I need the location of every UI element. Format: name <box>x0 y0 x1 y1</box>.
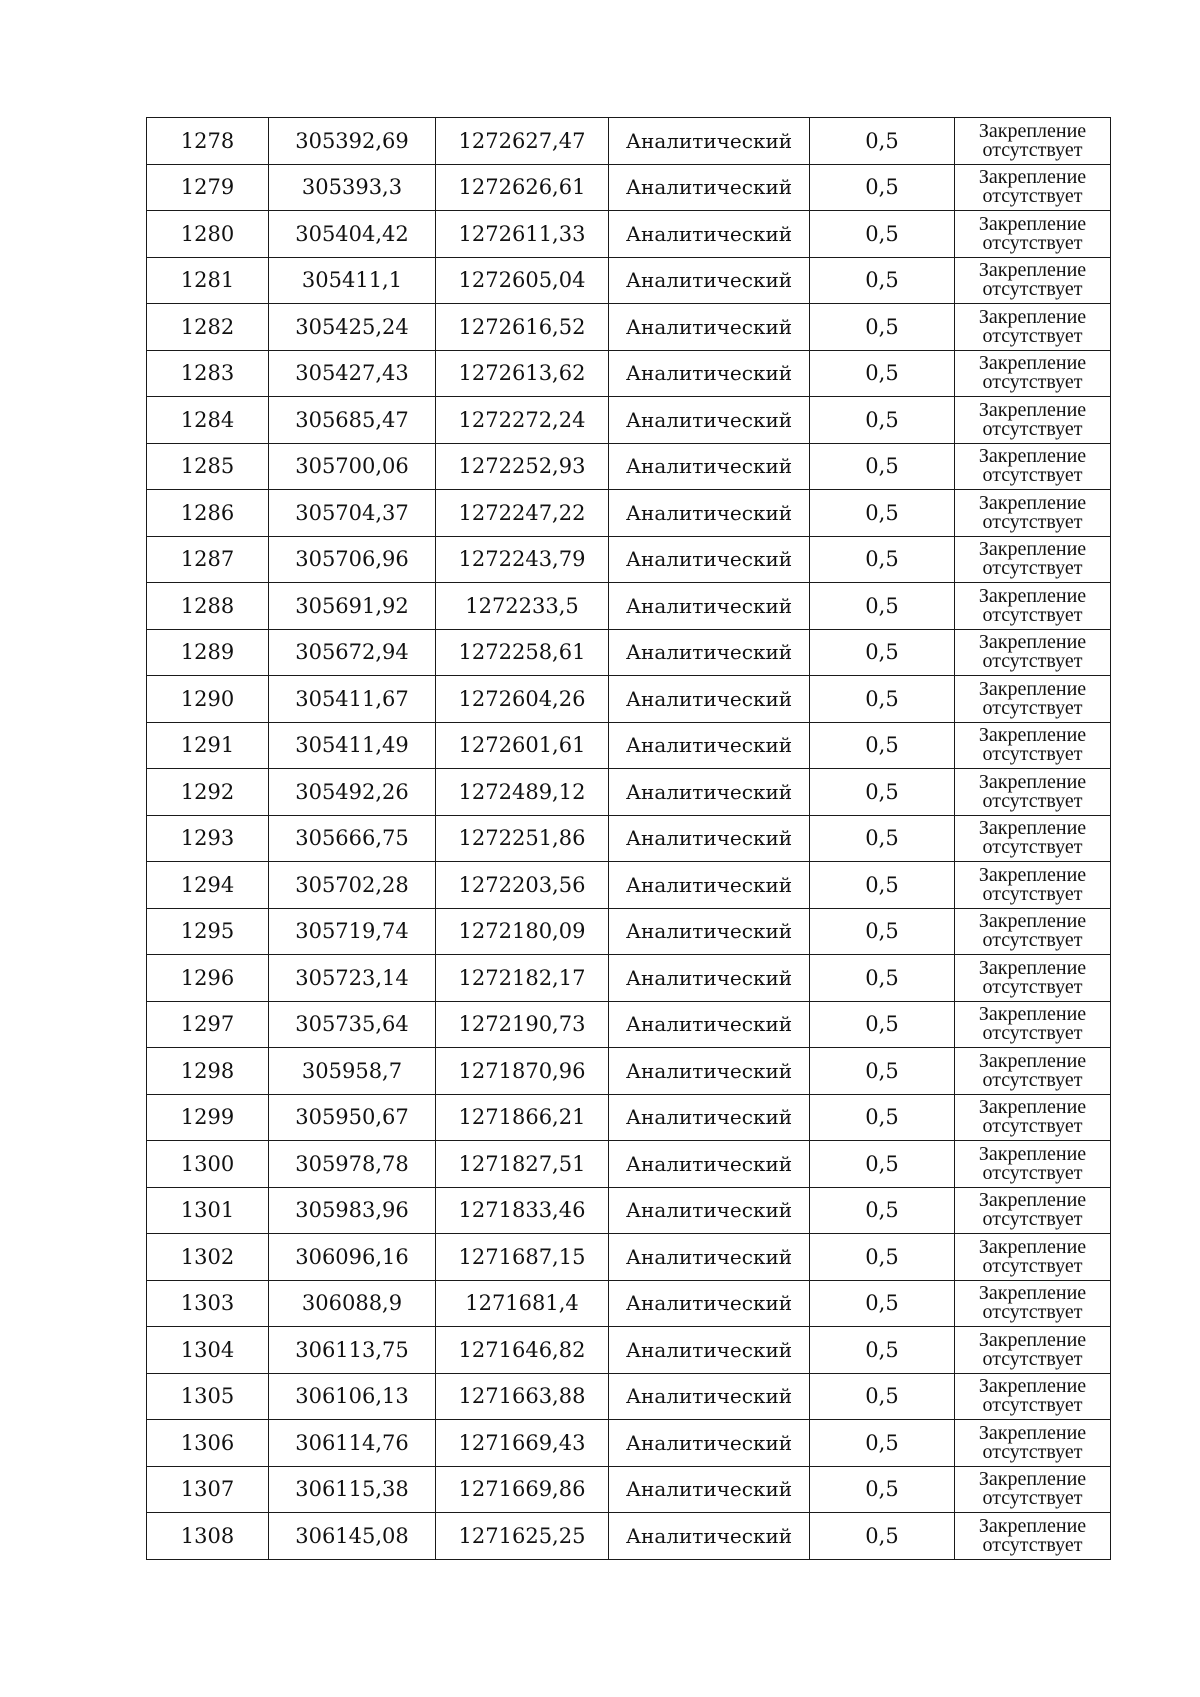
table-row <box>147 443 1111 490</box>
table-row <box>147 769 1111 816</box>
y-coordinate-cell: 1272627,47 <box>436 118 609 165</box>
method-cell: Аналитический <box>609 629 810 676</box>
fixing-description-cell <box>955 1141 1111 1188</box>
point-number-cell: 1286 <box>147 490 269 537</box>
table-row <box>147 1234 1111 1281</box>
x-coordinate-cell: 305411,1 <box>269 257 436 304</box>
x-coordinate-cell: 306115,38 <box>269 1466 436 1513</box>
fixing-description-cell <box>955 676 1111 723</box>
fixing-description-line: отсутствует <box>982 278 1083 301</box>
x-coordinate-cell: 305702,28 <box>269 862 436 909</box>
fixing-description-line: Закрепление <box>978 166 1087 189</box>
point-number-cell: 1295 <box>147 908 269 955</box>
accuracy-cell: 0,5 <box>810 211 955 258</box>
method-cell: Аналитический <box>609 722 810 769</box>
method-cell: Аналитический <box>609 490 810 537</box>
fixing-description-cell <box>955 1001 1111 1048</box>
method-cell: Аналитический <box>609 1513 810 1560</box>
y-coordinate-cell: 1271833,46 <box>436 1187 609 1234</box>
x-coordinate-cell: 305666,75 <box>269 815 436 862</box>
fixing-description-line: отсутствует <box>982 1533 1083 1556</box>
x-coordinate-cell: 305427,43 <box>269 350 436 397</box>
x-coordinate-cell: 305735,64 <box>269 1001 436 1048</box>
method-cell: Аналитический <box>609 815 810 862</box>
point-number-cell: 1278 <box>147 118 269 165</box>
y-coordinate-cell: 1271625,25 <box>436 1513 609 1560</box>
method-cell: Аналитический <box>609 769 810 816</box>
fixing-description-line: Закрепление <box>978 1003 1087 1026</box>
y-coordinate-cell: 1272182,17 <box>436 955 609 1002</box>
accuracy-cell: 0,5 <box>810 676 955 723</box>
accuracy-cell: 0,5 <box>810 443 955 490</box>
fixing-description-line: отсутствует <box>982 1068 1083 1091</box>
fixing-description-line: Закрепление <box>978 1282 1087 1305</box>
accuracy-cell: 0,5 <box>810 1327 955 1374</box>
fixing-description-line: Закрепление <box>978 1096 1087 1119</box>
x-coordinate-cell: 305706,96 <box>269 536 436 583</box>
table-row <box>147 1466 1111 1513</box>
fixing-description-line: Закрепление <box>978 1468 1087 1491</box>
x-coordinate-cell: 305393,3 <box>269 164 436 211</box>
point-number-cell: 1285 <box>147 443 269 490</box>
method-cell: Аналитический <box>609 1420 810 1467</box>
fixing-description-line: Закрепление <box>978 956 1087 979</box>
table-row <box>147 397 1111 444</box>
table-row <box>147 908 1111 955</box>
fixing-description-line: Закрепление <box>978 910 1087 933</box>
x-coordinate-cell: 305983,96 <box>269 1187 436 1234</box>
y-coordinate-cell: 1271681,4 <box>436 1280 609 1327</box>
y-coordinate-cell: 1272489,12 <box>436 769 609 816</box>
method-cell: Аналитический <box>609 1141 810 1188</box>
table-row <box>147 257 1111 304</box>
fixing-description-line: Закрепление <box>978 584 1087 607</box>
fixing-description-line: отсутствует <box>982 417 1083 440</box>
method-cell: Аналитический <box>609 164 810 211</box>
fixing-description-cell <box>955 1373 1111 1420</box>
accuracy-cell: 0,5 <box>810 118 955 165</box>
point-number-cell: 1307 <box>147 1466 269 1513</box>
x-coordinate-cell: 305411,67 <box>269 676 436 723</box>
accuracy-cell: 0,5 <box>810 1094 955 1141</box>
x-coordinate-cell: 306106,13 <box>269 1373 436 1420</box>
fixing-description-line: отсутствует <box>982 836 1083 859</box>
accuracy-cell: 0,5 <box>810 722 955 769</box>
x-coordinate-cell: 305425,24 <box>269 304 436 351</box>
x-coordinate-cell: 305392,69 <box>269 118 436 165</box>
table-row <box>147 1280 1111 1327</box>
accuracy-cell: 0,5 <box>810 164 955 211</box>
fixing-description-cell <box>955 769 1111 816</box>
fixing-description-cell <box>955 1048 1111 1095</box>
table-row <box>147 1373 1111 1420</box>
fixing-description-line: отсутствует <box>982 1347 1083 1370</box>
y-coordinate-cell: 1272605,04 <box>436 257 609 304</box>
accuracy-cell: 0,5 <box>810 257 955 304</box>
method-cell: Аналитический <box>609 862 810 909</box>
method-cell: Аналитический <box>609 211 810 258</box>
point-number-cell: 1308 <box>147 1513 269 1560</box>
fixing-description-line: Закрепление <box>978 677 1087 700</box>
fixing-description-line: отсутствует <box>982 1440 1083 1463</box>
method-cell: Аналитический <box>609 676 810 723</box>
fixing-description-cell <box>955 118 1111 165</box>
x-coordinate-cell: 306114,76 <box>269 1420 436 1467</box>
accuracy-cell: 0,5 <box>810 815 955 862</box>
fixing-description-line: отсутствует <box>982 696 1083 719</box>
fixing-description-line: Закрепление <box>978 863 1087 886</box>
fixing-description-line: отсутствует <box>982 1301 1083 1324</box>
fixing-description-line: отсутствует <box>982 1208 1083 1231</box>
accuracy-cell: 0,5 <box>810 583 955 630</box>
point-number-cell: 1282 <box>147 304 269 351</box>
accuracy-cell: 0,5 <box>810 490 955 537</box>
accuracy-cell: 0,5 <box>810 955 955 1002</box>
fixing-description-cell <box>955 1420 1111 1467</box>
fixing-description-line: отсутствует <box>982 185 1083 208</box>
y-coordinate-cell: 1271827,51 <box>436 1141 609 1188</box>
y-coordinate-cell: 1272272,24 <box>436 397 609 444</box>
method-cell: Аналитический <box>609 1187 810 1234</box>
fixing-description-line: Закрепление <box>978 724 1087 747</box>
x-coordinate-cell: 306145,08 <box>269 1513 436 1560</box>
y-coordinate-cell: 1271669,43 <box>436 1420 609 1467</box>
table-row <box>147 1513 1111 1560</box>
y-coordinate-cell: 1272233,5 <box>436 583 609 630</box>
fixing-description-line: Закрепление <box>978 491 1087 514</box>
fixing-description-line: Закрепление <box>978 212 1087 235</box>
y-coordinate-cell: 1271870,96 <box>436 1048 609 1095</box>
y-coordinate-cell: 1272203,56 <box>436 862 609 909</box>
y-coordinate-cell: 1272243,79 <box>436 536 609 583</box>
fixing-description-cell <box>955 443 1111 490</box>
method-cell: Аналитический <box>609 1280 810 1327</box>
table-row <box>147 211 1111 258</box>
fixing-description-cell <box>955 862 1111 909</box>
fixing-description-cell <box>955 304 1111 351</box>
method-cell: Аналитический <box>609 583 810 630</box>
method-cell: Аналитический <box>609 350 810 397</box>
fixing-description-cell <box>955 397 1111 444</box>
table-row <box>147 583 1111 630</box>
y-coordinate-cell: 1271663,88 <box>436 1373 609 1420</box>
table-row <box>147 490 1111 537</box>
y-coordinate-cell: 1272252,93 <box>436 443 609 490</box>
fixing-description-line: отсутствует <box>982 882 1083 905</box>
table-row <box>147 1048 1111 1095</box>
accuracy-cell: 0,5 <box>810 1466 955 1513</box>
fixing-description-line: отсутствует <box>982 231 1083 254</box>
method-cell: Аналитический <box>609 1001 810 1048</box>
fixing-description-cell <box>955 164 1111 211</box>
fixing-description-line: Закрепление <box>978 1328 1087 1351</box>
point-number-cell: 1280 <box>147 211 269 258</box>
accuracy-cell: 0,5 <box>810 1048 955 1095</box>
x-coordinate-cell: 305700,06 <box>269 443 436 490</box>
table-row <box>147 536 1111 583</box>
fixing-description-line: отсутствует <box>982 138 1083 161</box>
fixing-description-line: Закрепление <box>978 1421 1087 1444</box>
fixing-description-cell <box>955 257 1111 304</box>
accuracy-cell: 0,5 <box>810 629 955 676</box>
fixing-description-cell <box>955 536 1111 583</box>
accuracy-cell: 0,5 <box>810 350 955 397</box>
method-cell: Аналитический <box>609 1466 810 1513</box>
method-cell: Аналитический <box>609 304 810 351</box>
point-number-cell: 1294 <box>147 862 269 909</box>
table-row <box>147 629 1111 676</box>
point-number-cell: 1299 <box>147 1094 269 1141</box>
table-row <box>147 862 1111 909</box>
fixing-description-cell <box>955 629 1111 676</box>
y-coordinate-cell: 1272180,09 <box>436 908 609 955</box>
fixing-description-cell <box>955 1094 1111 1141</box>
method-cell: Аналитический <box>609 1048 810 1095</box>
point-number-cell: 1297 <box>147 1001 269 1048</box>
point-number-cell: 1279 <box>147 164 269 211</box>
y-coordinate-cell: 1272613,62 <box>436 350 609 397</box>
accuracy-cell: 0,5 <box>810 769 955 816</box>
method-cell: Аналитический <box>609 1234 810 1281</box>
fixing-description-line: Закрепление <box>978 538 1087 561</box>
method-cell: Аналитический <box>609 397 810 444</box>
fixing-description-cell <box>955 1187 1111 1234</box>
fixing-description-cell <box>955 1513 1111 1560</box>
point-number-cell: 1296 <box>147 955 269 1002</box>
x-coordinate-cell: 305950,67 <box>269 1094 436 1141</box>
fixing-description-cell <box>955 908 1111 955</box>
accuracy-cell: 0,5 <box>810 1513 955 1560</box>
accuracy-cell: 0,5 <box>810 1234 955 1281</box>
x-coordinate-cell: 305691,92 <box>269 583 436 630</box>
fixing-description-line: Закрепление <box>978 1049 1087 1072</box>
point-number-cell: 1302 <box>147 1234 269 1281</box>
table-row <box>147 350 1111 397</box>
accuracy-cell: 0,5 <box>810 1141 955 1188</box>
fixing-description-line: Закрепление <box>978 119 1087 142</box>
method-cell: Аналитический <box>609 908 810 955</box>
fixing-description-line: Закрепление <box>978 1235 1087 1258</box>
fixing-description-cell <box>955 490 1111 537</box>
table-row <box>147 676 1111 723</box>
x-coordinate-cell: 305723,14 <box>269 955 436 1002</box>
y-coordinate-cell: 1272190,73 <box>436 1001 609 1048</box>
point-number-cell: 1298 <box>147 1048 269 1095</box>
fixing-description-cell <box>955 211 1111 258</box>
accuracy-cell: 0,5 <box>810 304 955 351</box>
point-number-cell: 1281 <box>147 257 269 304</box>
fixing-description-line: отсутствует <box>982 371 1083 394</box>
y-coordinate-cell: 1271646,82 <box>436 1327 609 1374</box>
point-number-cell: 1305 <box>147 1373 269 1420</box>
point-number-cell: 1306 <box>147 1420 269 1467</box>
fixing-description-line: отсутствует <box>982 975 1083 998</box>
point-number-cell: 1290 <box>147 676 269 723</box>
method-cell: Аналитический <box>609 118 810 165</box>
fixing-description-cell <box>955 1280 1111 1327</box>
x-coordinate-cell: 305958,7 <box>269 1048 436 1095</box>
fixing-description-cell <box>955 1466 1111 1513</box>
point-number-cell: 1304 <box>147 1327 269 1374</box>
method-cell: Аналитический <box>609 536 810 583</box>
coordinates-table <box>146 117 1111 1560</box>
method-cell: Аналитический <box>609 443 810 490</box>
accuracy-cell: 0,5 <box>810 1001 955 1048</box>
fixing-description-line: отсутствует <box>982 1394 1083 1417</box>
accuracy-cell: 0,5 <box>810 1280 955 1327</box>
point-number-cell: 1301 <box>147 1187 269 1234</box>
fixing-description-line: отсутствует <box>982 510 1083 533</box>
fixing-description-line: Закрепление <box>978 398 1087 421</box>
method-cell: Аналитический <box>609 1327 810 1374</box>
y-coordinate-cell: 1271669,86 <box>436 1466 609 1513</box>
table-row <box>147 955 1111 1002</box>
fixing-description-line: отсутствует <box>982 1161 1083 1184</box>
fixing-description-line: отсутствует <box>982 1115 1083 1138</box>
fixing-description-line: отсутствует <box>982 1487 1083 1510</box>
fixing-description-line: отсутствует <box>982 464 1083 487</box>
y-coordinate-cell: 1272611,33 <box>436 211 609 258</box>
accuracy-cell: 0,5 <box>810 1373 955 1420</box>
point-number-cell: 1288 <box>147 583 269 630</box>
y-coordinate-cell: 1272258,61 <box>436 629 609 676</box>
x-coordinate-cell: 305411,49 <box>269 722 436 769</box>
x-coordinate-cell: 305704,37 <box>269 490 436 537</box>
fixing-description-line: отсутствует <box>982 1022 1083 1045</box>
fixing-description-line: Закрепление <box>978 259 1087 282</box>
point-number-cell: 1287 <box>147 536 269 583</box>
fixing-description-line: Закрепление <box>978 1142 1087 1165</box>
x-coordinate-cell: 306096,16 <box>269 1234 436 1281</box>
point-number-cell: 1284 <box>147 397 269 444</box>
method-cell: Аналитический <box>609 1373 810 1420</box>
method-cell: Аналитический <box>609 257 810 304</box>
table-row <box>147 1094 1111 1141</box>
accuracy-cell: 0,5 <box>810 1187 955 1234</box>
x-coordinate-cell: 305404,42 <box>269 211 436 258</box>
table-row <box>147 1187 1111 1234</box>
fixing-description-line: отсутствует <box>982 929 1083 952</box>
accuracy-cell: 0,5 <box>810 1420 955 1467</box>
fixing-description-line: отсутствует <box>982 789 1083 812</box>
fixing-description-cell <box>955 350 1111 397</box>
table-row <box>147 722 1111 769</box>
x-coordinate-cell: 305719,74 <box>269 908 436 955</box>
fixing-description-line: Закрепление <box>978 305 1087 328</box>
point-number-cell: 1291 <box>147 722 269 769</box>
point-number-cell: 1303 <box>147 1280 269 1327</box>
accuracy-cell: 0,5 <box>810 862 955 909</box>
fixing-description-line: Закрепление <box>978 352 1087 375</box>
y-coordinate-cell: 1272604,26 <box>436 676 609 723</box>
y-coordinate-cell: 1272251,86 <box>436 815 609 862</box>
y-coordinate-cell: 1272616,52 <box>436 304 609 351</box>
accuracy-cell: 0,5 <box>810 908 955 955</box>
fixing-description-cell <box>955 1327 1111 1374</box>
point-number-cell: 1283 <box>147 350 269 397</box>
accuracy-cell: 0,5 <box>810 536 955 583</box>
accuracy-cell: 0,5 <box>810 397 955 444</box>
x-coordinate-cell: 305492,26 <box>269 769 436 816</box>
fixing-description-line: Закрепление <box>978 1514 1087 1537</box>
fixing-description-line: отсутствует <box>982 743 1083 766</box>
fixing-description-line: отсутствует <box>982 1254 1083 1277</box>
x-coordinate-cell: 305978,78 <box>269 1141 436 1188</box>
table-row <box>147 304 1111 351</box>
y-coordinate-cell: 1271866,21 <box>436 1094 609 1141</box>
table-row <box>147 1001 1111 1048</box>
table-row <box>147 1141 1111 1188</box>
table-row <box>147 118 1111 165</box>
method-cell: Аналитический <box>609 955 810 1002</box>
point-number-cell: 1293 <box>147 815 269 862</box>
fixing-description-line: отсутствует <box>982 324 1083 347</box>
y-coordinate-cell: 1272626,61 <box>436 164 609 211</box>
point-number-cell: 1300 <box>147 1141 269 1188</box>
x-coordinate-cell: 306088,9 <box>269 1280 436 1327</box>
y-coordinate-cell: 1272247,22 <box>436 490 609 537</box>
x-coordinate-cell: 306113,75 <box>269 1327 436 1374</box>
y-coordinate-cell: 1272601,61 <box>436 722 609 769</box>
x-coordinate-cell: 305672,94 <box>269 629 436 676</box>
method-cell: Аналитический <box>609 1094 810 1141</box>
x-coordinate-cell: 305685,47 <box>269 397 436 444</box>
table-row <box>147 1420 1111 1467</box>
fixing-description-cell <box>955 955 1111 1002</box>
point-number-cell: 1289 <box>147 629 269 676</box>
fixing-description-line: отсутствует <box>982 650 1083 673</box>
fixing-description-line: отсутствует <box>982 557 1083 580</box>
fixing-description-cell <box>955 583 1111 630</box>
fixing-description-line: Закрепление <box>978 445 1087 468</box>
table-row <box>147 1327 1111 1374</box>
fixing-description-cell <box>955 1234 1111 1281</box>
fixing-description-line: Закрепление <box>978 817 1087 840</box>
fixing-description-line: Закрепление <box>978 1189 1087 1212</box>
table-row <box>147 164 1111 211</box>
coordinates-table-body <box>147 118 1111 1560</box>
y-coordinate-cell: 1271687,15 <box>436 1234 609 1281</box>
point-number-cell: 1292 <box>147 769 269 816</box>
fixing-description-line: Закрепление <box>978 631 1087 654</box>
fixing-description-cell <box>955 815 1111 862</box>
fixing-description-line: Закрепление <box>978 770 1087 793</box>
table-row <box>147 815 1111 862</box>
fixing-description-cell <box>955 722 1111 769</box>
fixing-description-line: Закрепление <box>978 1375 1087 1398</box>
fixing-description-line: отсутствует <box>982 603 1083 626</box>
